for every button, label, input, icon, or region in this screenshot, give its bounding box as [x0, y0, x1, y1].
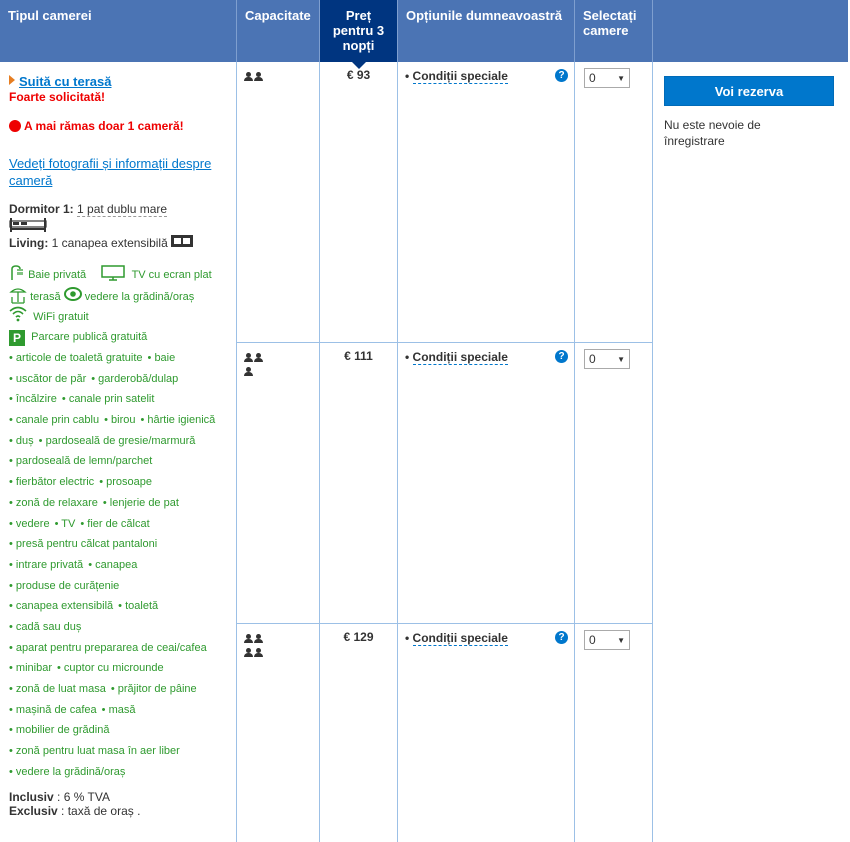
room-quantity-select[interactable] — [584, 349, 630, 369]
facility-item: toaletă — [125, 600, 159, 613]
facility-item: cuptor cu microunde — [63, 662, 164, 675]
bullet: • — [9, 434, 16, 447]
bullet: • — [147, 352, 155, 364]
rate-option — [405, 69, 508, 83]
person-icon — [244, 367, 253, 376]
facility-item: prăjitor de pâine — [117, 683, 197, 695]
bullet: • — [61, 393, 69, 406]
bullet: • — [57, 662, 64, 675]
facility-line — [9, 741, 227, 762]
double-bed-icon — [9, 218, 227, 235]
bedroom-label: Dormitor 1: — [9, 202, 74, 216]
red-dot-icon — [9, 120, 21, 132]
availability-text: A mai rămas doar 1 cameră! — [24, 119, 184, 133]
facility-line — [9, 638, 227, 659]
divider — [397, 62, 398, 842]
capacity-icon — [244, 70, 264, 84]
bullet: • — [9, 641, 16, 654]
facility-line — [9, 555, 227, 576]
facility-line — [9, 720, 227, 741]
person-icon — [254, 353, 263, 362]
bullet: • — [54, 517, 62, 530]
facility-line — [9, 369, 227, 390]
terrace-icon — [9, 291, 27, 303]
person-icon — [244, 353, 253, 362]
wifi-icon — [9, 311, 27, 323]
excluded-value: : taxă de oraș . — [61, 804, 141, 819]
header-price: Preț pentru 3 nopți — [320, 0, 398, 62]
room-quantity-select[interactable] — [584, 68, 630, 88]
person-icon — [254, 648, 263, 657]
facility-item: prosoape — [106, 476, 152, 489]
facility-item: masă — [108, 703, 136, 716]
facility-item: canapea — [95, 558, 138, 571]
person-icon — [254, 72, 263, 81]
facility-line — [9, 389, 227, 410]
facility-line — [9, 658, 227, 679]
bullet: • — [9, 496, 16, 509]
included-label: Inclusiv — [9, 790, 54, 805]
amenity-terrace: terasă — [30, 291, 61, 303]
facility-line — [9, 514, 227, 535]
facility-line — [9, 617, 227, 638]
bullet: • — [104, 414, 112, 427]
rate-price: € 129 — [343, 630, 374, 644]
bullet: • — [99, 476, 107, 489]
facility-line — [9, 493, 227, 514]
facility-line — [9, 700, 227, 721]
help-icon[interactable]: ? — [555, 69, 568, 82]
header-reserve — [653, 0, 848, 62]
facility-item: produse de curățenie — [15, 579, 120, 592]
facility-item: articole de toaletă gratuite — [15, 352, 143, 364]
facility-item: zonă pentru luat masa în aer liber — [15, 745, 180, 758]
sofa-bed-icon — [171, 236, 193, 250]
bullet: • — [9, 414, 16, 427]
facility-line — [9, 679, 227, 700]
facility-item: birou — [111, 414, 136, 427]
facility-item: canale prin cablu — [15, 414, 100, 427]
facility-item: garderobă/dulap — [98, 372, 179, 385]
reserve-button[interactable]: Voi rezerva — [664, 76, 834, 106]
divider — [574, 62, 575, 842]
divider — [236, 62, 237, 842]
bedroom-value: 1 pat dublu mare — [77, 202, 168, 216]
rate-option — [405, 631, 508, 645]
amenity-parking: Parcare publică gratuită — [31, 331, 148, 343]
capacity-icon — [244, 632, 264, 660]
facility-line — [9, 472, 227, 493]
facility-item: zonă de relaxare — [15, 496, 98, 509]
facility-item: baie — [154, 352, 176, 364]
bullet: • — [9, 455, 16, 468]
facility-line — [9, 348, 227, 369]
amenities — [9, 265, 227, 348]
bullet: • — [9, 558, 16, 571]
facility-line — [9, 451, 227, 472]
bullet: • — [140, 414, 148, 427]
facility-item: TV — [61, 517, 76, 530]
bullet: • — [9, 393, 16, 406]
facility-line — [9, 576, 227, 597]
bedroom-info — [9, 201, 227, 217]
rate-option — [405, 350, 508, 364]
bullet: • — [101, 703, 109, 716]
bullet: • — [405, 631, 413, 645]
facility-item: vedere — [15, 517, 50, 530]
dropdown-arrow-icon: ▼ — [617, 355, 625, 364]
help-icon[interactable]: ? — [555, 350, 568, 363]
facility-item: intrare privată — [15, 558, 84, 571]
facility-item: uscător de păr — [15, 372, 87, 385]
bullet: • — [9, 745, 16, 758]
person-icon — [244, 648, 253, 657]
bullet: • — [38, 434, 46, 447]
facility-item: fierbător electric — [15, 476, 95, 489]
bullet: • — [9, 724, 16, 737]
facility-item: hârtie igienică — [147, 414, 216, 427]
rate-price: € 111 — [344, 349, 373, 363]
select-value: 0 — [589, 352, 596, 366]
dropdown-arrow-icon: ▼ — [617, 636, 625, 645]
availability-alert — [9, 119, 227, 133]
bullet: • — [405, 69, 413, 83]
divider — [237, 342, 652, 343]
facility-item: duș — [15, 434, 34, 447]
header-room-type: Tipul camerei — [0, 0, 237, 62]
facility-item: zonă de luat masa — [15, 683, 106, 695]
facility-item: canapea extensibilă — [15, 600, 114, 613]
living-value: 1 canapea extensibilă — [51, 236, 168, 250]
facility-item: aparat pentru prepararea de ceai/cafea — [15, 641, 207, 654]
capacity-icon — [244, 351, 264, 379]
bullet: • — [9, 538, 16, 551]
facility-item: vedere la grădină/oraș — [15, 765, 126, 778]
shower-icon — [9, 269, 25, 281]
facility-list — [9, 348, 227, 782]
rate-price: € 93 — [346, 68, 371, 82]
facility-item: mașină de cafea — [15, 703, 97, 716]
header-capacity: Capacitate — [237, 0, 320, 62]
bullet: • — [102, 496, 110, 509]
room-name-link[interactable]: Suită cu terasă — [19, 74, 112, 89]
divider — [237, 623, 652, 624]
help-icon[interactable]: ? — [555, 631, 568, 644]
facility-item: canale prin satelit — [68, 393, 155, 406]
bullet: • — [118, 600, 126, 613]
facility-item: minibar — [15, 662, 52, 675]
room-quantity-select[interactable] — [584, 630, 630, 650]
select-value: 0 — [589, 633, 596, 647]
bullet: • — [405, 350, 413, 364]
photos-link[interactable]: Vedeți fotografii și informații despre cameră — [9, 156, 212, 188]
bullet: • — [9, 662, 16, 675]
bullet: • — [9, 517, 16, 530]
special-conditions-link[interactable]: Condiții speciale — [412, 69, 508, 83]
bullet: • — [9, 600, 16, 613]
bullet: • — [9, 579, 16, 592]
bullet: • — [9, 372, 16, 385]
parking-icon: P — [9, 330, 25, 346]
amenity-bath: Baie privată — [28, 269, 87, 281]
person-icon — [244, 634, 253, 643]
high-demand-label: Foarte solicitată! — [9, 90, 106, 104]
living-label: Living: — [9, 236, 49, 250]
bullet: • — [9, 765, 16, 778]
person-icon — [254, 634, 263, 643]
facility-line — [9, 762, 227, 783]
living-info — [9, 235, 227, 251]
bullet: • — [9, 683, 16, 695]
header-options: Opțiunile dumneavoastră — [398, 0, 575, 62]
bullet: • — [9, 703, 16, 716]
room-info — [0, 62, 236, 842]
bullet: • — [80, 517, 88, 530]
special-conditions-link[interactable]: Condiții speciale — [412, 631, 508, 645]
amenity-tv: TV cu ecran plat — [131, 269, 212, 281]
person-icon — [244, 72, 253, 81]
facility-item: pardoseală de lemn/parchet — [15, 455, 153, 468]
facility-item: lenjerie de pat — [109, 496, 179, 509]
divider — [652, 62, 653, 842]
special-conditions-link[interactable]: Condiții speciale — [412, 350, 508, 364]
amenity-view: vedere la grădină/oraș — [84, 291, 195, 303]
no-registration-note: Nu este nevoie de înregistrare — [664, 118, 761, 148]
amenity-wifi: WiFi gratuit — [33, 311, 89, 323]
header-select: Selectați camere — [575, 0, 653, 62]
bullet: • — [9, 476, 16, 489]
excluded-label: Exclusiv — [9, 804, 58, 819]
facility-item: fier de călcat — [87, 517, 150, 530]
facility-item: presă pentru călcat pantaloni — [15, 538, 158, 551]
bullet: • — [88, 558, 96, 571]
tax-info — [9, 790, 227, 818]
tv-icon — [101, 269, 125, 281]
bullet: • — [9, 620, 16, 633]
facility-item: cadă sau duș — [15, 620, 82, 633]
facility-item: mobilier de grădină — [15, 724, 110, 737]
facility-item: pardoseală de gresie/marmură — [45, 434, 196, 447]
facility-line — [9, 596, 227, 617]
bullet: • — [91, 372, 99, 385]
bullet: • — [110, 683, 118, 695]
divider — [319, 62, 320, 842]
facility-line — [9, 410, 227, 431]
bullet: • — [9, 352, 16, 364]
facility-line — [9, 431, 227, 452]
dropdown-arrow-icon: ▼ — [617, 74, 625, 83]
select-value: 0 — [589, 71, 596, 85]
eye-icon — [64, 291, 82, 303]
included-value: : 6 % TVA — [57, 790, 110, 805]
facility-item: încălzire — [15, 393, 57, 406]
expand-arrow-icon — [9, 75, 15, 85]
table-header — [0, 0, 848, 62]
facility-line — [9, 534, 227, 555]
